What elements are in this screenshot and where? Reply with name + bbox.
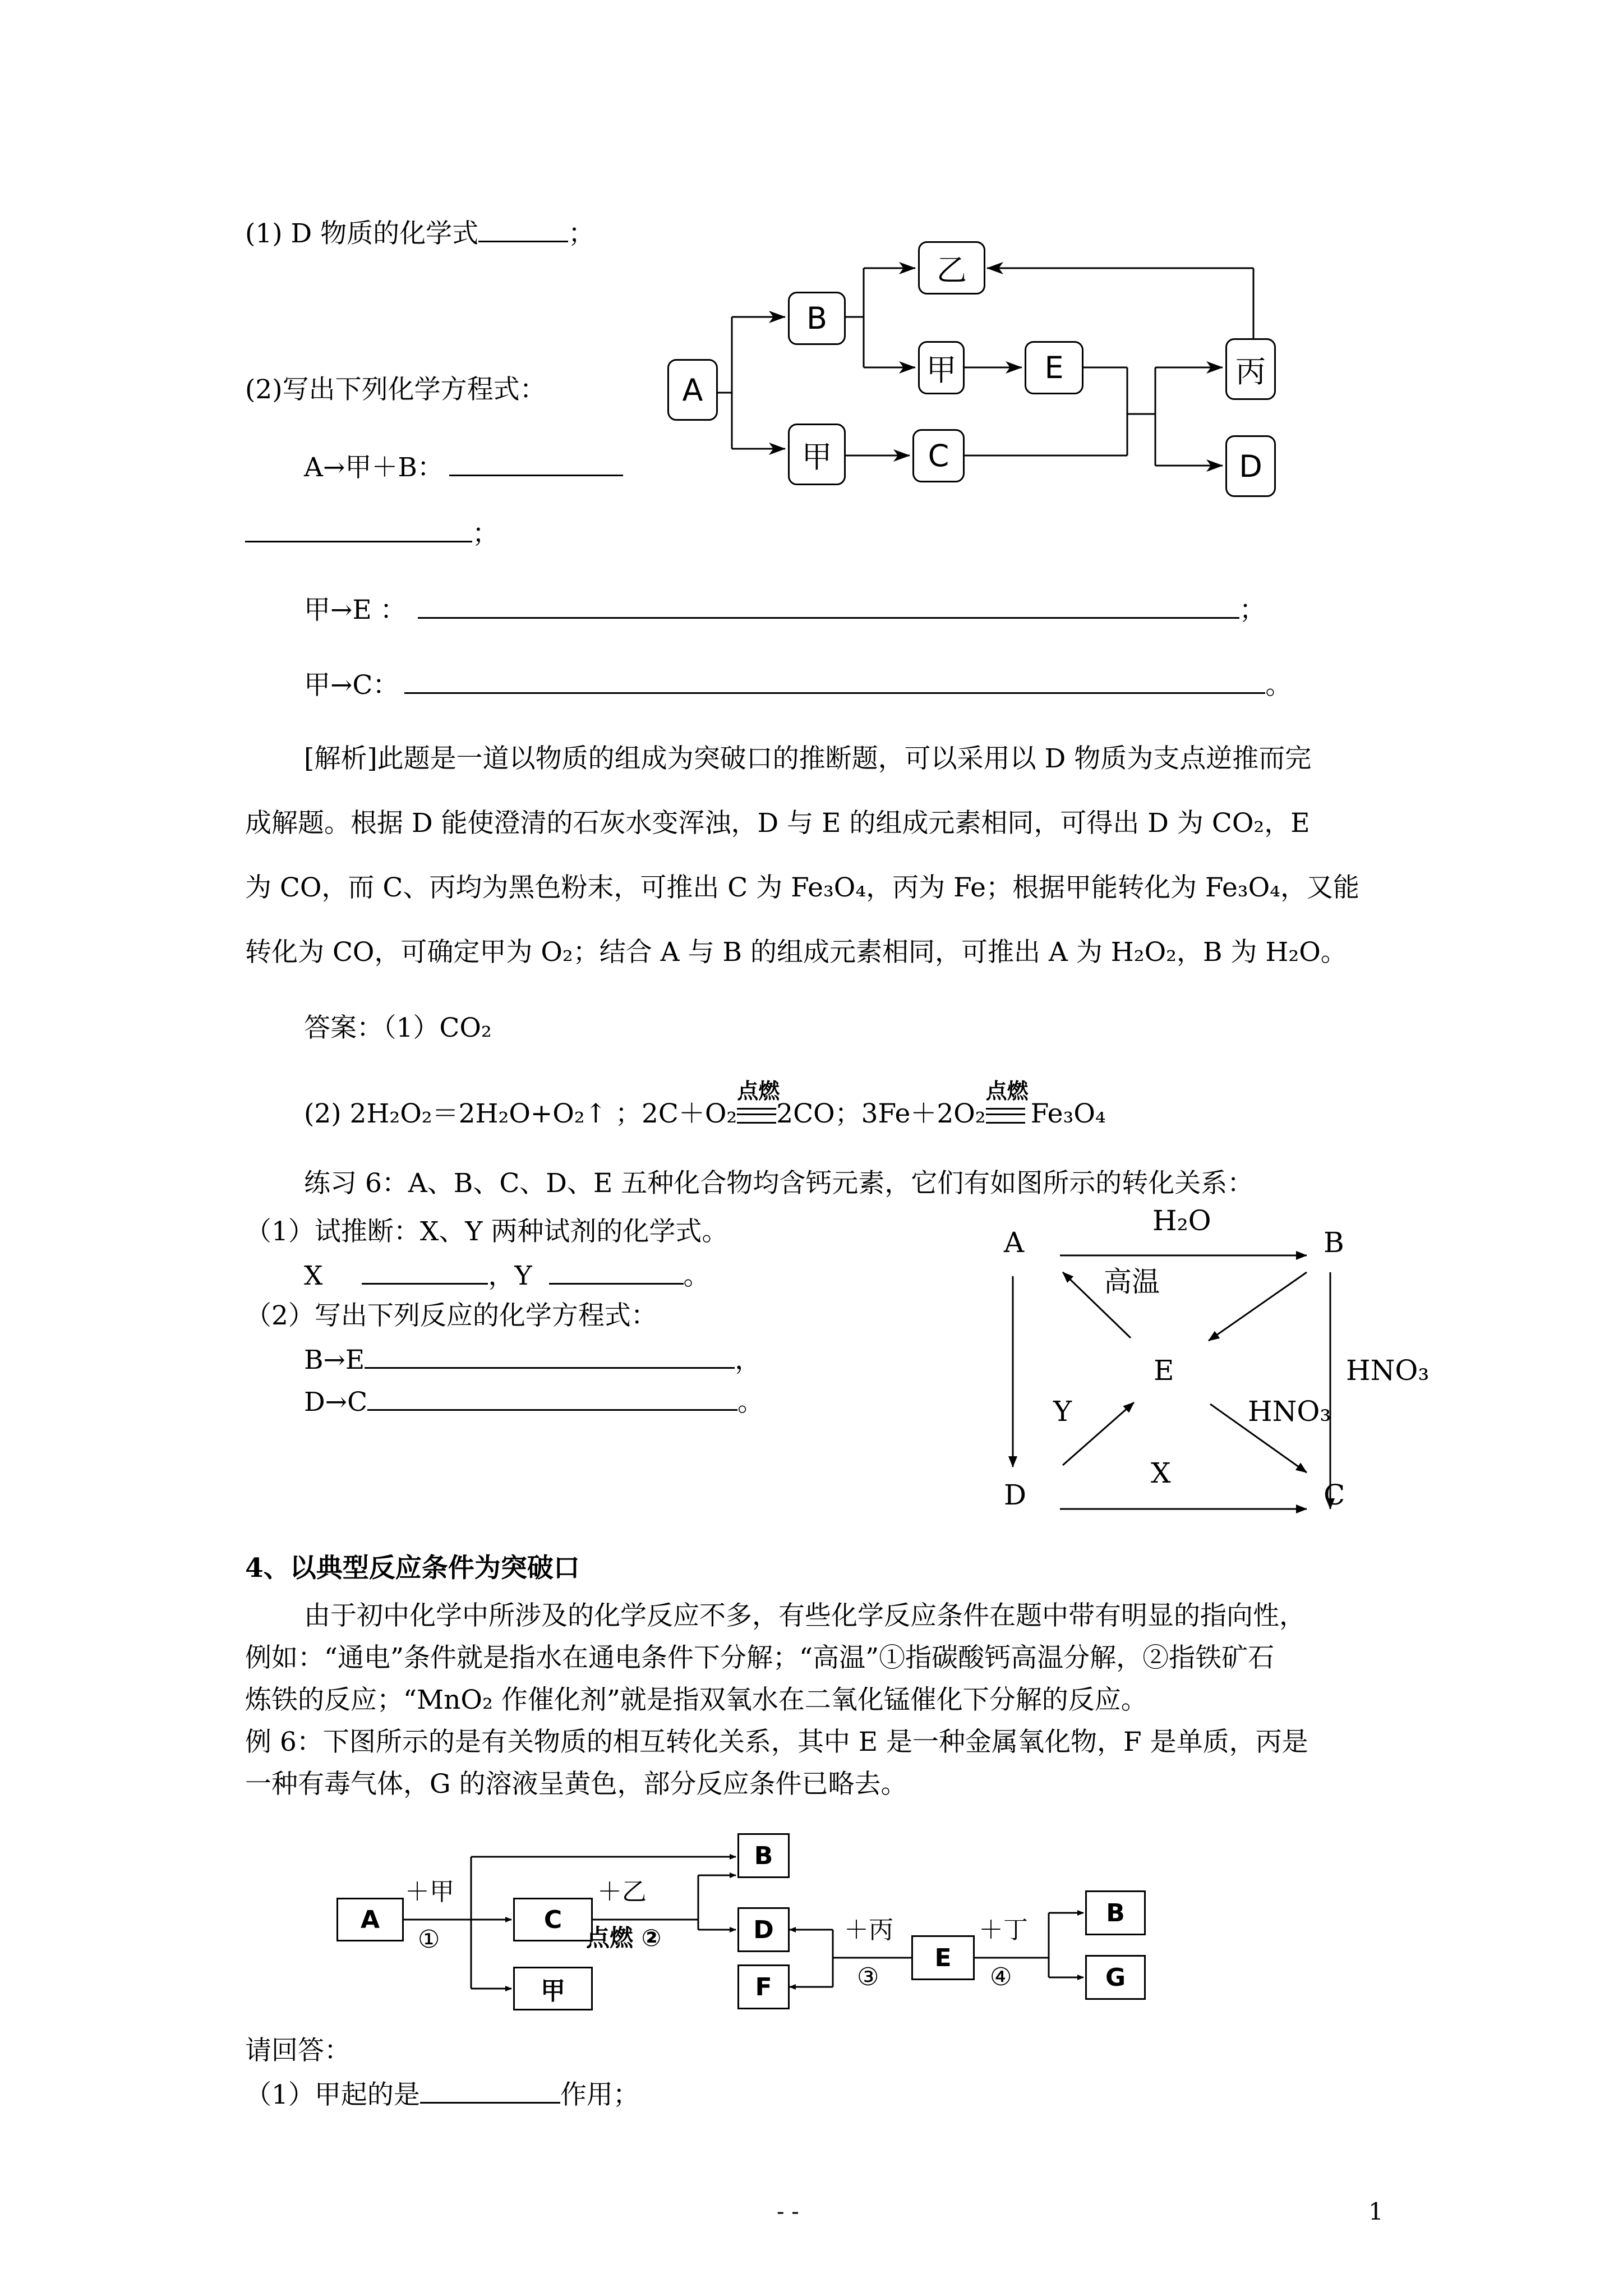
d3-node-f: F: [737, 1964, 790, 2009]
ask-label: 请回答：: [245, 2035, 351, 2066]
condition-label-2: 点燃: [985, 1079, 1029, 1103]
dc-label: D→C: [304, 1387, 368, 1418]
tail-q1-line: [245, 2077, 639, 2111]
d1-node-jia-bot: 甲: [788, 424, 846, 485]
q2-label: (2)写出下列化学方程式：: [245, 374, 546, 405]
d3-label-plus-yi: ＋乙: [597, 1878, 647, 1906]
example6-line1: 例 6：下图所示的是有关物质的相互转化关系，其中 E 是一种金属氧化物，F 是单质，丙是: [245, 1727, 1308, 1757]
section4-p2: 例如：“通电”条件就是指水在通电条件下分解；“高温”①指碳酸钙高温分解，②指铁矿石: [245, 1642, 1275, 1673]
analysis-line-2: 成解题。根据 D 能使澄清的石灰水变浑浊，D 与 E 的组成元素相同，可得出 D 为 CO₂，E: [245, 808, 1310, 839]
d1-node-a: A: [667, 359, 718, 421]
d3-node-d: D: [737, 1907, 790, 1952]
section4-p1: 由于初中化学中所涉及的化学反应不多，有些化学反应条件在题中带有明显的指向性，: [304, 1600, 1306, 1631]
exercise6-q2: （2）写出下列反应的化学方程式：: [245, 1300, 657, 1331]
d3-node-b2: B: [1085, 1890, 1146, 1935]
condition-label-1: 点燃: [737, 1079, 780, 1103]
d3-node-jia: 甲: [513, 1967, 593, 2010]
be-blank[interactable]: [365, 1342, 735, 1369]
section4-p3: 炼铁的反应；“MnO₂ 作催化剂”就是指双氧水在二氧化锰催化下分解的反应。: [245, 1685, 1147, 1715]
d2-node-d: D: [1004, 1479, 1027, 1511]
d2-node-b: B: [1324, 1226, 1344, 1259]
y-label: ，Y: [488, 1260, 532, 1291]
d3-node-e: E: [911, 1935, 975, 1980]
y-blank[interactable]: [549, 1258, 684, 1285]
footer-dash: - -: [777, 2199, 799, 2225]
answer-eq-part2: 2CO；3Fe＋2O₂: [776, 1098, 986, 1129]
triple-equals-2: [986, 1108, 1025, 1124]
xy-end: 。: [683, 1260, 710, 1291]
d3-label-plus-jia: ＋甲: [405, 1878, 454, 1906]
x-blank[interactable]: [362, 1258, 488, 1285]
triple-equals-1: [737, 1108, 776, 1124]
d3-node-c: C: [513, 1898, 593, 1941]
analysis-line-3: 为 CO，而 C、丙均为黑色粉末，可推出 C 为 Fe₃O₄，丙为 Fe；根据甲能转化为 Fe₃O₄，又能: [245, 872, 1359, 903]
d3-label-ignite-2: 点燃 ②: [586, 1924, 662, 1952]
example6-line2: 一种有毒气体，G 的溶液呈黄色，部分反应条件已略去。: [245, 1769, 907, 1800]
tail-q1-blank[interactable]: [420, 2077, 560, 2104]
be-label: B→E: [304, 1345, 365, 1375]
d1-node-d: D: [1225, 435, 1276, 497]
d1-node-e: E: [1025, 341, 1083, 394]
d3-label-plus-ding: ＋丁: [979, 1916, 1028, 1944]
d1-node-c: C: [912, 429, 965, 482]
answer-eq-part3: Fe₃O₄: [1030, 1098, 1106, 1129]
d2-node-c: C: [1324, 1479, 1345, 1511]
eq3-end: 。: [1265, 670, 1292, 701]
page-number: 1: [1368, 2198, 1384, 2225]
condition-ignite-1: [737, 1079, 780, 1130]
exercise6-xy-line: [304, 1258, 710, 1292]
eq2-label: 甲→E ：: [304, 595, 407, 625]
d3-node-b1: B: [737, 1833, 790, 1878]
tail-q1-b: 作用；: [560, 2079, 639, 2110]
d2-label-x: X: [1151, 1457, 1171, 1489]
d2-node-a: A: [1004, 1226, 1025, 1259]
d2-label-gaowen: 高温: [1104, 1266, 1160, 1298]
d3-label-circle-3: ③: [857, 1963, 879, 1991]
dc-end: 。: [737, 1387, 764, 1418]
x-label: X: [304, 1260, 323, 1291]
exercise6-dc-line: [304, 1384, 764, 1418]
d1-node-jia-top: 甲: [918, 341, 965, 394]
d3-node-a: A: [336, 1898, 404, 1941]
q1-end: ；: [568, 218, 595, 249]
analysis-line-1: [解析]此题是一道以物质的组成为突破口的推断题，可以采用以 D 物质为支点逆推而完: [304, 743, 1312, 774]
condition-ignite-2: [985, 1079, 1029, 1130]
answer-eq-part1: (2) 2H₂O₂＝2H₂O+O₂↑ ；2C＋O₂: [304, 1098, 737, 1129]
d3-node-g: G: [1085, 1955, 1146, 2000]
d1-node-yi: 乙: [918, 241, 985, 295]
d3-label-circle-1: ①: [418, 1925, 440, 1954]
d3-label-plus-bing: ＋丙: [844, 1916, 893, 1944]
be-end: ，: [735, 1345, 762, 1375]
tail-q1-a: （1）甲起的是: [245, 2079, 420, 2110]
exercise6-intro: 练习 6：A、B、C、D、E 五种化合物均含钙元素，它们有如图所示的转化关系：: [304, 1168, 1254, 1199]
eq3-label: 甲→C：: [304, 670, 399, 701]
d1-node-b: B: [788, 292, 846, 345]
dc-blank[interactable]: [367, 1384, 737, 1411]
eq1-label: A→甲＋B：: [304, 452, 444, 483]
eq1-end: ；: [472, 518, 499, 549]
exercise6-be-line: [304, 1342, 761, 1376]
eq2-end: ；: [1239, 595, 1266, 625]
d2-label-hno3-right: HNO₃: [1346, 1354, 1430, 1387]
d2-label-hno3-diag: HNO₃: [1248, 1395, 1331, 1428]
section4-heading: 4、以典型反应条件为突破口: [245, 1553, 580, 1584]
exercise6-q1: （1）试推断：X、Y 两种试剂的化学式。: [245, 1216, 728, 1247]
d2-label-h2o: H₂O: [1152, 1204, 1211, 1237]
d1-node-bing: 丙: [1225, 338, 1276, 400]
analysis-line-4: 转化为 CO，可确定甲为 O₂；结合 A 与 B 的组成元素相同，可推出 A 为 H₂O₂，B 为 H₂O。: [245, 937, 1347, 968]
answer-line-2: [304, 1079, 1106, 1130]
d3-label-circle-4: ④: [990, 1963, 1012, 1991]
answer-line-1: 答案：（1）CO₂: [304, 1013, 492, 1043]
d2-label-y: Y: [1053, 1395, 1072, 1428]
q1-label: (1) D 物质的化学式: [245, 218, 479, 249]
d2-node-e: E: [1154, 1354, 1174, 1387]
